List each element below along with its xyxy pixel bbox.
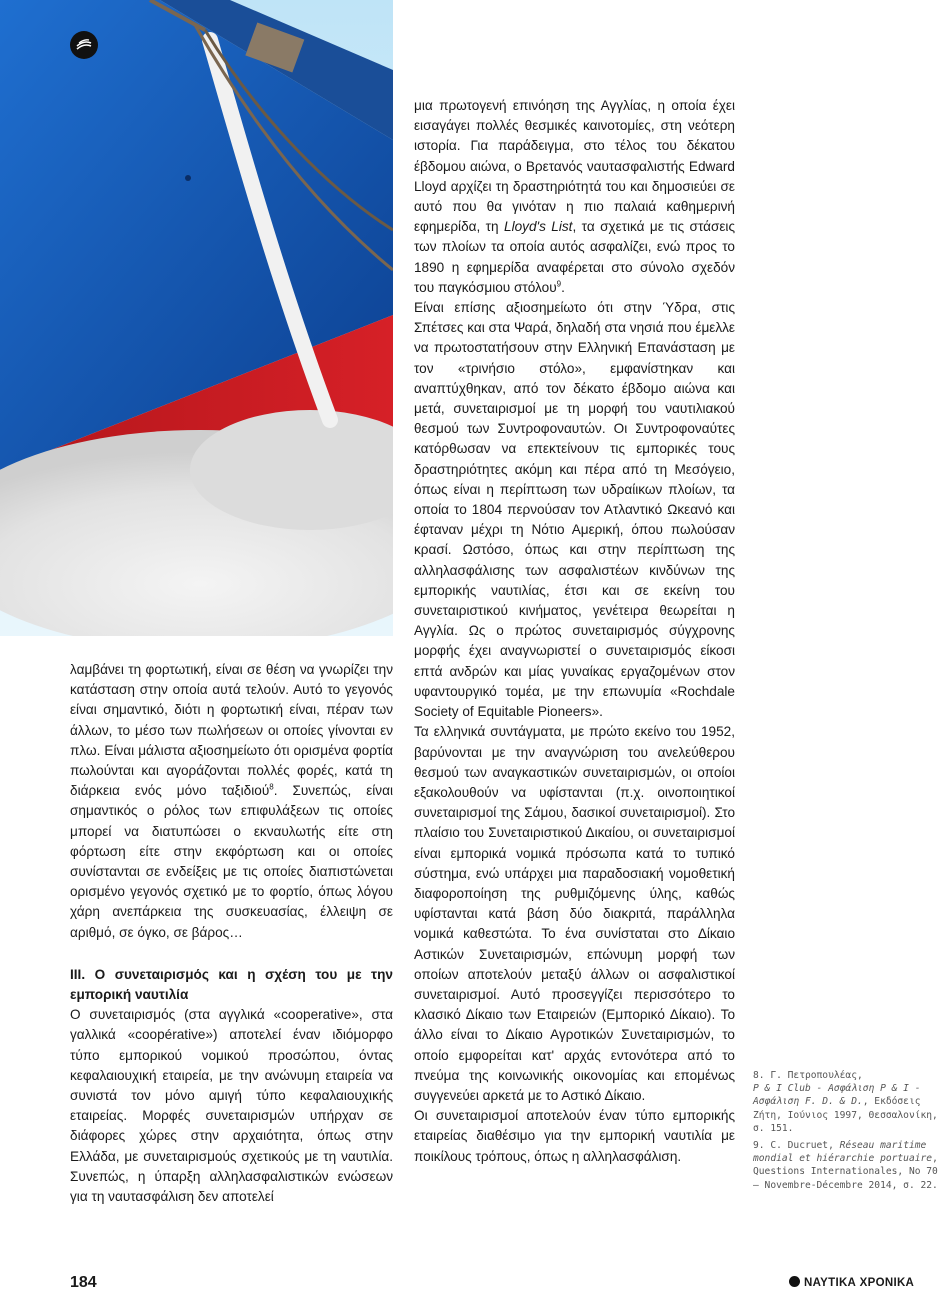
magazine-logo-icon <box>70 31 98 59</box>
brand-logo-icon <box>789 1276 800 1287</box>
body-paragraph: Οι συνεταιρισμοί αποτελούν έναν τύπο εμπορικής εταιρείας διαθέσιμο για την εμπορική ναυτιλία με ποικίλους τρόπους, όπως η αλληλασφάλιση. <box>414 1108 735 1164</box>
page-number: 184 <box>70 1274 97 1291</box>
ship-hull-photo <box>0 0 393 636</box>
body-paragraph: Ο συνεταιρισμός (στα αγγλικά «cooperative», στα γαλλικά «coopérative») αποτελεί έναν ιδιόμορφο τύπο εμπορικού νομικού προσώπου, όντας κεφαλαιουχική εταιρεία, με την ανώνυμη εταιρεία να συνιστά τον μόνο αμιγή τύπο κεφαλαιουχικής εταιρείας. Μορφές συνεταιρισμών υπήρχαν σε διάφορες χώρες στην αρχαιότητα, όπως στην Ελλάδα, με συνεταιρισμούς σχετικούς με τη ναυτιλία. Συνεπώς, η ύπαρξη αλληλασφαλιστικών ενώσεων για τη ναυτασφάλιση δεν αποτελεί <box>70 1007 393 1205</box>
body-paragraph: μια πρωτογενή επινόηση της Αγγλίας, η οποία έχει εισαγάγει πολλές θεσμικές καινοτομίες, στη νεότερη ιστορία. Για παράδειγμα, στο τέλος του δέκατου έβδομου αιώνα, ο Βρετανός ναυτασφαλιστής Edward Lloyd αρχίζει τη δραστηριότητά του και δημοσιεύει σε αυτό που θα γινόταν η πιο παλαιά καθημερινή εφημερίδα, τη Lloyd's List, τα σχετικά με τις στάσεις των πλοίων τα οποία αυτός ασφαλίζει, ενώ προς το 1890 η εφημερίδα αναφέρεται στο σύνολο σχεδόν του παγκόσμιου στόλου$^9$. <box>414 98 735 295</box>
section-heading: III. Ο συνεταιρισμός και η σχέση του με την εμπορική ναυτιλία <box>70 966 393 1003</box>
body-paragraph: Είναι επίσης αξιοσημείωτο ότι στην Ύδρα, στις Σπέτσες και στα Ψαρά, δηλαδή στα νησιά που έμελλε να πρωτοστατήσουν στην Ελληνική Επανάσταση με τον «τρινήσιο στόλο», εμφανίστηκαν και αναπτύχθηκαν, από τον δέκατο έβδομο αιώνα και μετά, συνεταιρισμοί με τη μορφή του ναυτιλιακού θεσμού των Συντροφοναυτών. Οι Συντροφοναύτες κατόρθωσαν να επεκτείνουν τις εμπορικές τους δραστηριότητες ακόμη και πέρα από τη Μεσόγειο, όπως είναι η περίπτωση των υδραίικων πλοίων, τα οποία το 1804 περνούσαν τον Ατλαντικό Ωκεανό και έφταναν μέχρι τη Νότιο Αμερική, όπου πωλούσαν κρασί. Ωστόσο, όπως και στην περίπτωση της αλληλασφάλισης των ασφαλιστέων κινδύνων της εμπορικής ναυτιλίας, έτσι και σε εκείνη του συνεταιριστικού κινήματος, γενέτειρα θεωρείται η Αγγλία. Ως ο πρώτος συνεταιρισμός σύγχρονης μορφής έχει αναγνωριστεί ο συνεταιρισμός είκοσι επτά ανδρών και μίας γυναίκας εργαζομένων στον υφαντουργικό τομέα, με την επωνυμία «Rochdale Society of Equitable Pioneers». <box>414 300 735 720</box>
magazine-brand <box>789 1276 914 1289</box>
left-column <box>70 660 393 1207</box>
footnote-9: 9. C. Ducruet, Réseau maritime mondial et hiérarchie portuaire, Questions Internationales, No 70 – Novembre-Décembre 2014, σ. 22. <box>753 1140 938 1191</box>
body-paragraph: Τα ελληνικά συντάγματα, με πρώτο εκείνο του 1952, βαρύνονται με την αναγνώριση του ανελεύθερου θεσμού των αναγκαστικών συνεταιρισμών, οι οποίοι εξακολουθούν να υφίστανται (π.χ. οινοποιητικοί συνεταιρισμοί της Σάμου, δασικοί συνεταιρισμοί). Στο πλαίσιο του Συνεταιριστικού Δικαίου, οι συνεταιρισμοί είναι εμπορικά νομικά πρόσωπα κατά το τυπικό σύστημα, ενώ υπάρχει μια παραδοσιακή νομοθετική διαφοροποίηση της ρυθμιζόμενης ύλης, καθώς υφίστανται κατά βάση δύο διακριτά, παράλληλα νομικά καθεστώτα. Το ένα συνίσταται στο Δίκαιο Αστικών Συνεταιρισμών, επώνυμη μορφή των οποίων αποτελούν μεταξύ άλλων οι ασφαλιστικοί συνεταιρισμοί. Αυτό προσεγγίζει περισσότερο το κλασικό Δίκαιο των Εταιρειών (Εμπορικό Δίκαιο). Το άλλο είναι το Δίκαιο Αγροτικών Συνεταιρισμών, το οποίο εμφορείται κατ' αρχάς εντονότερα από το πνεύμα της κοινωνικής οικονομίας και επομένως συγγενεύει αρκετά με το Αστικό Δίκαιο. <box>414 724 735 1103</box>
brand-label: ΝΑΥΤΙΚΑ ΧΡΟΝΙΚΑ <box>804 1277 915 1289</box>
footnote-8: 8. Γ. Πετροπουλέας, P & I Club - Ασφάλιση P & I - Ασφάλιση F. D. & D., Εκδόσεις Ζήτη, Ιούνιος 1997, Θεσσαλονίκη, σ. 151. <box>753 1070 938 1134</box>
right-column <box>414 96 735 1167</box>
ship-hull-illustration <box>0 0 393 636</box>
footnotes <box>753 1069 949 1196</box>
body-paragraph: λαμβάνει τη φορτωτική, είναι σε θέση να γνωρίζει την κατάσταση στην οποία αυτά τελούν. Αυτό το γεγονός είναι σημαντικό, διότι η φορτωτική είναι, πέραν των άλλων, το μέσο των πωλήσεων οι οποίες γίνονται εν πλω. Είναι μάλιστα αξιοσημείωτο ότι ορισμένα φορτία πωλούνται και αγοράζονται πολλές φορές, κατά τη διάρκεια ενός μόνο ταξιδιού$^8$. Συνεπώς, είναι σημαντικός ο ρόλος των επιφυλάξεων τις οποίες μπορεί να διατυπώσει ο εκναυλωτής είτε στη φόρτωση είτε στην εκφόρτωση και οι οποίες συνίστανται σε ενδείξεις με τις οποίες διαπιστώνεται ορισμένο γεγονός σχετικό με το φορτίο, όπως λόγου χάρη ανεπάρκεια της συσκευασίας, έλλειψη σε αριθμό, σε όγκο, σε βάρος… <box>70 662 393 940</box>
